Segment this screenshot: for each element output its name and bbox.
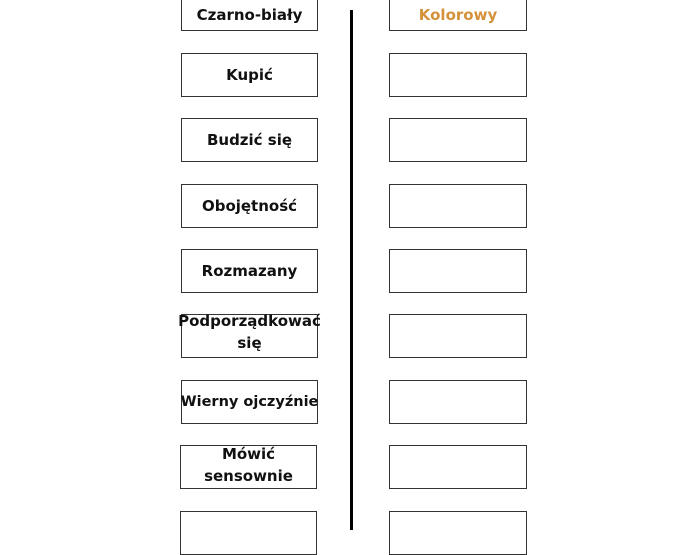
right-answer-box[interactable] xyxy=(389,314,527,358)
left-word-box xyxy=(178,312,321,358)
left-word-box xyxy=(180,445,317,489)
right-answer-box[interactable] xyxy=(389,0,527,31)
right-answer-box[interactable] xyxy=(389,445,527,489)
left-word-box xyxy=(181,118,318,162)
right-answer-box[interactable] xyxy=(389,249,527,293)
left-word-box xyxy=(181,380,318,424)
word-label: Czarno-biały xyxy=(196,6,303,24)
word-label: Wierny ojczyźnie xyxy=(180,394,319,410)
right-answer-box[interactable] xyxy=(389,511,527,555)
right-answer-box[interactable] xyxy=(389,184,527,228)
word-label: Rozmazany xyxy=(201,262,298,280)
left-word-box xyxy=(181,53,318,97)
word-label: Obojętność xyxy=(201,197,298,215)
word-label: Kupić xyxy=(226,66,273,84)
left-word-box xyxy=(181,0,318,31)
left-word-box xyxy=(181,249,318,293)
left-word-box xyxy=(180,511,317,555)
answer-label: Kolorowy xyxy=(418,6,498,24)
left-word-box xyxy=(181,184,318,228)
right-answer-box[interactable] xyxy=(389,380,527,424)
word-label: Podporządkować się xyxy=(178,312,321,352)
word-label: Mówić sensownie xyxy=(204,445,293,485)
word-label: Budzić się xyxy=(206,131,293,149)
right-answer-box[interactable] xyxy=(389,53,527,97)
right-answer-box[interactable] xyxy=(389,118,527,162)
center-divider xyxy=(350,10,353,530)
